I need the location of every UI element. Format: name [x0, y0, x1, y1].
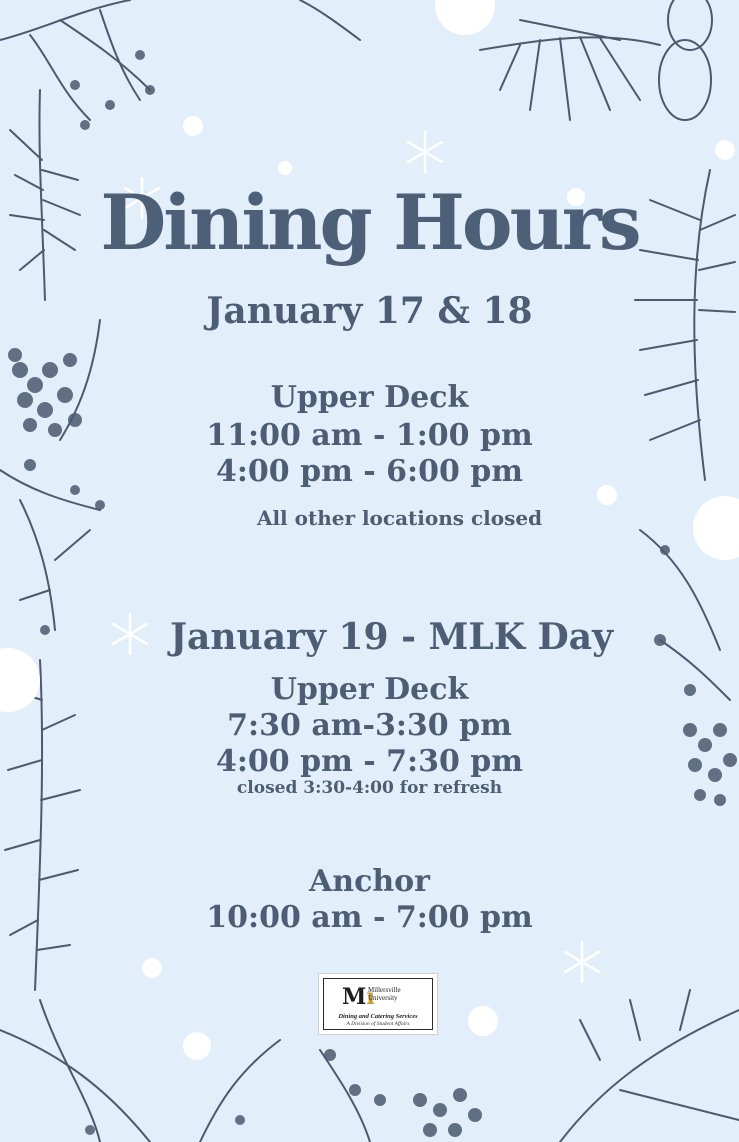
logo-department: Dining and Catering Services [338, 1013, 418, 1020]
section1-hours-2: 4:00 pm - 6:00 pm [215, 454, 524, 489]
section2-hours-1: 7:30 am-3:30 pm [227, 708, 512, 743]
logo-university-line1: Millersville [368, 986, 401, 994]
section2-date: January 19 - MLK Day [169, 616, 613, 658]
section1-location: Upper Deck [270, 380, 469, 415]
section3-hours-1: 10:00 am - 7:00 pm [206, 900, 533, 935]
poster-title: Dining Hours [100, 178, 639, 267]
university-monogram-icon: Mı [342, 984, 375, 1010]
logo-division: A Division of Student Affairs [346, 1021, 410, 1027]
section1-date: January 17 & 18 [206, 290, 533, 332]
section2-location: Upper Deck [270, 672, 469, 707]
section2-hours-2: 4:00 pm - 7:30 pm [215, 744, 524, 779]
section1-note: All other locations closed [256, 506, 543, 530]
section3-location: Anchor [309, 864, 430, 899]
logo-university-line2: University [368, 994, 398, 1002]
section1-hours-1: 11:00 am - 1:00 pm [206, 418, 533, 453]
university-dining-logo [318, 973, 438, 1035]
section2-note: closed 3:30-4:00 for refresh [236, 778, 503, 798]
